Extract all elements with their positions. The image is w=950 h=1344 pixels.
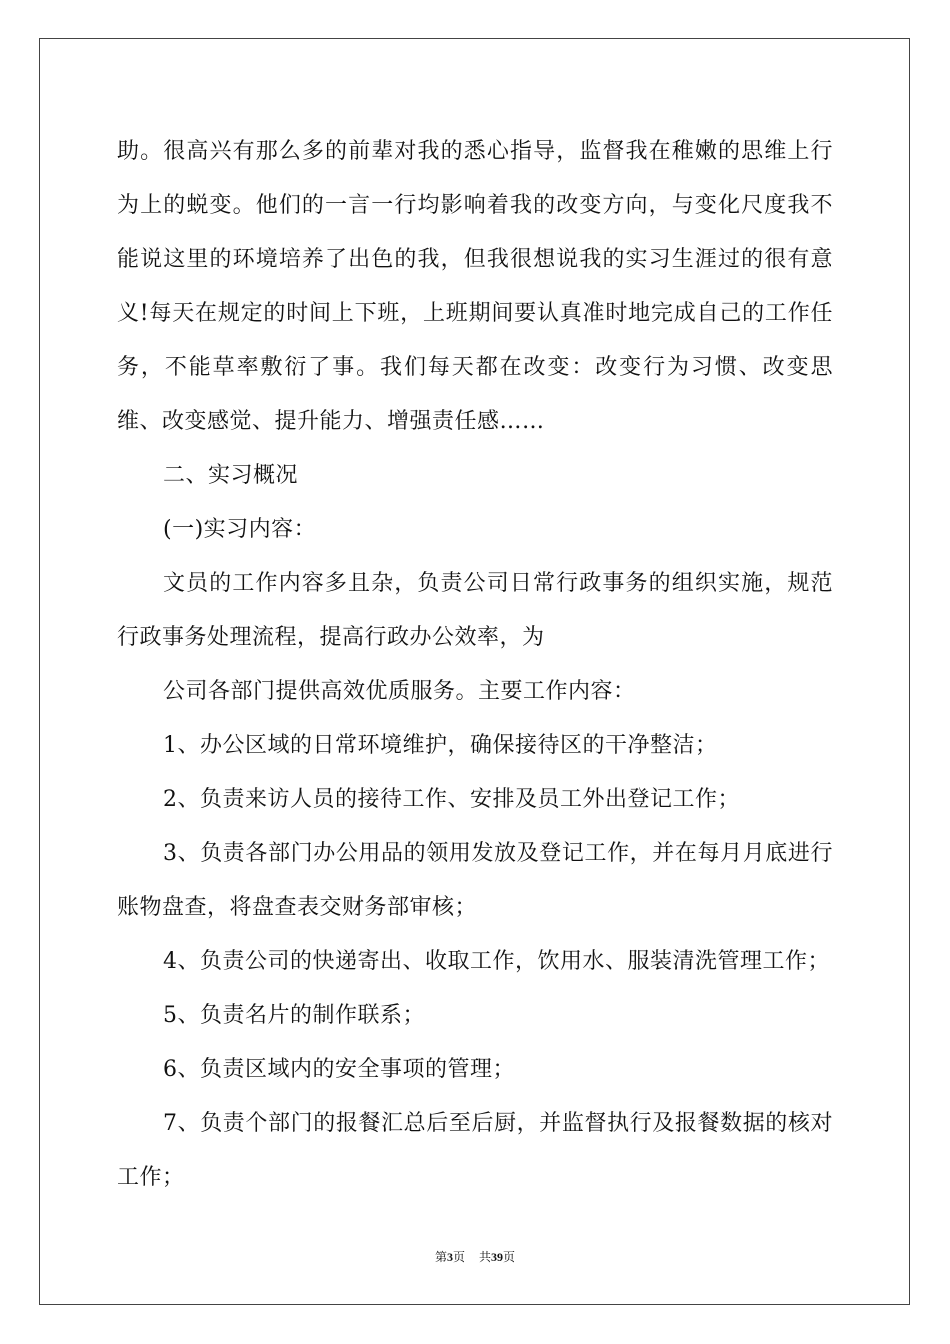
list-item: 3、负责各部门办公用品的领用发放及登记工作，并在每月月底进行账物盘查，将盘查表交财务部审核； xyxy=(117,841,833,920)
document-body xyxy=(117,125,833,1205)
list-item: 7、负责个部门的报餐汇总后至后厨，并监督执行及报餐数据的核对工作； xyxy=(117,1111,833,1190)
list-item: 4、负责公司的快递寄出、收取工作，饮用水、服装清洗管理工作； xyxy=(163,949,830,974)
footer-total-unit: 页 xyxy=(503,1250,516,1264)
subsection-heading: (一)实习内容： xyxy=(163,517,317,542)
page-footer xyxy=(0,1248,950,1265)
section-heading: 二、实习概况 xyxy=(163,463,299,488)
current-page-number: 3 xyxy=(446,1250,453,1264)
footer-page-unit: 页 xyxy=(452,1250,465,1264)
list-item: 5、负责名片的制作联系； xyxy=(163,1003,425,1028)
footer-total-prefix: 共 xyxy=(479,1250,492,1264)
paragraph: 公司各部门提供高效优质服务。主要工作内容： xyxy=(163,679,636,704)
total-pages-number: 39 xyxy=(491,1250,504,1264)
list-item: 1、办公区域的日常环境维护，确保接待区的干净整洁； xyxy=(163,733,718,758)
footer-prefix: 第 xyxy=(434,1250,447,1264)
paragraph: 助。很高兴有那么多的前辈对我的悉心指导，监督我在稚嫩的思维上行为上的蜕变。他们的一言一行均影响着我的改变方向，与变化尺度我不能说这里的环境培养了出色的我，但我很想说我的实习生涯过的很有意义!每天在规定的时间上下班，上班期间要认真准时地完成自己的工作任务，不能草率敷衍了事。我们每天都在改变：改变行为习惯、改变思维、改变感觉、提升能力、增强责任感…… xyxy=(117,139,833,434)
paragraph: 文员的工作内容多且杂，负责公司日常行政事务的组织实施，规范行政事务处理流程，提高行政办公效率，为 xyxy=(117,571,833,650)
list-item: 2、负责来访人员的接待工作、安排及员工外出登记工作； xyxy=(163,787,740,812)
list-item: 6、负责区域内的安全事项的管理； xyxy=(163,1057,515,1082)
